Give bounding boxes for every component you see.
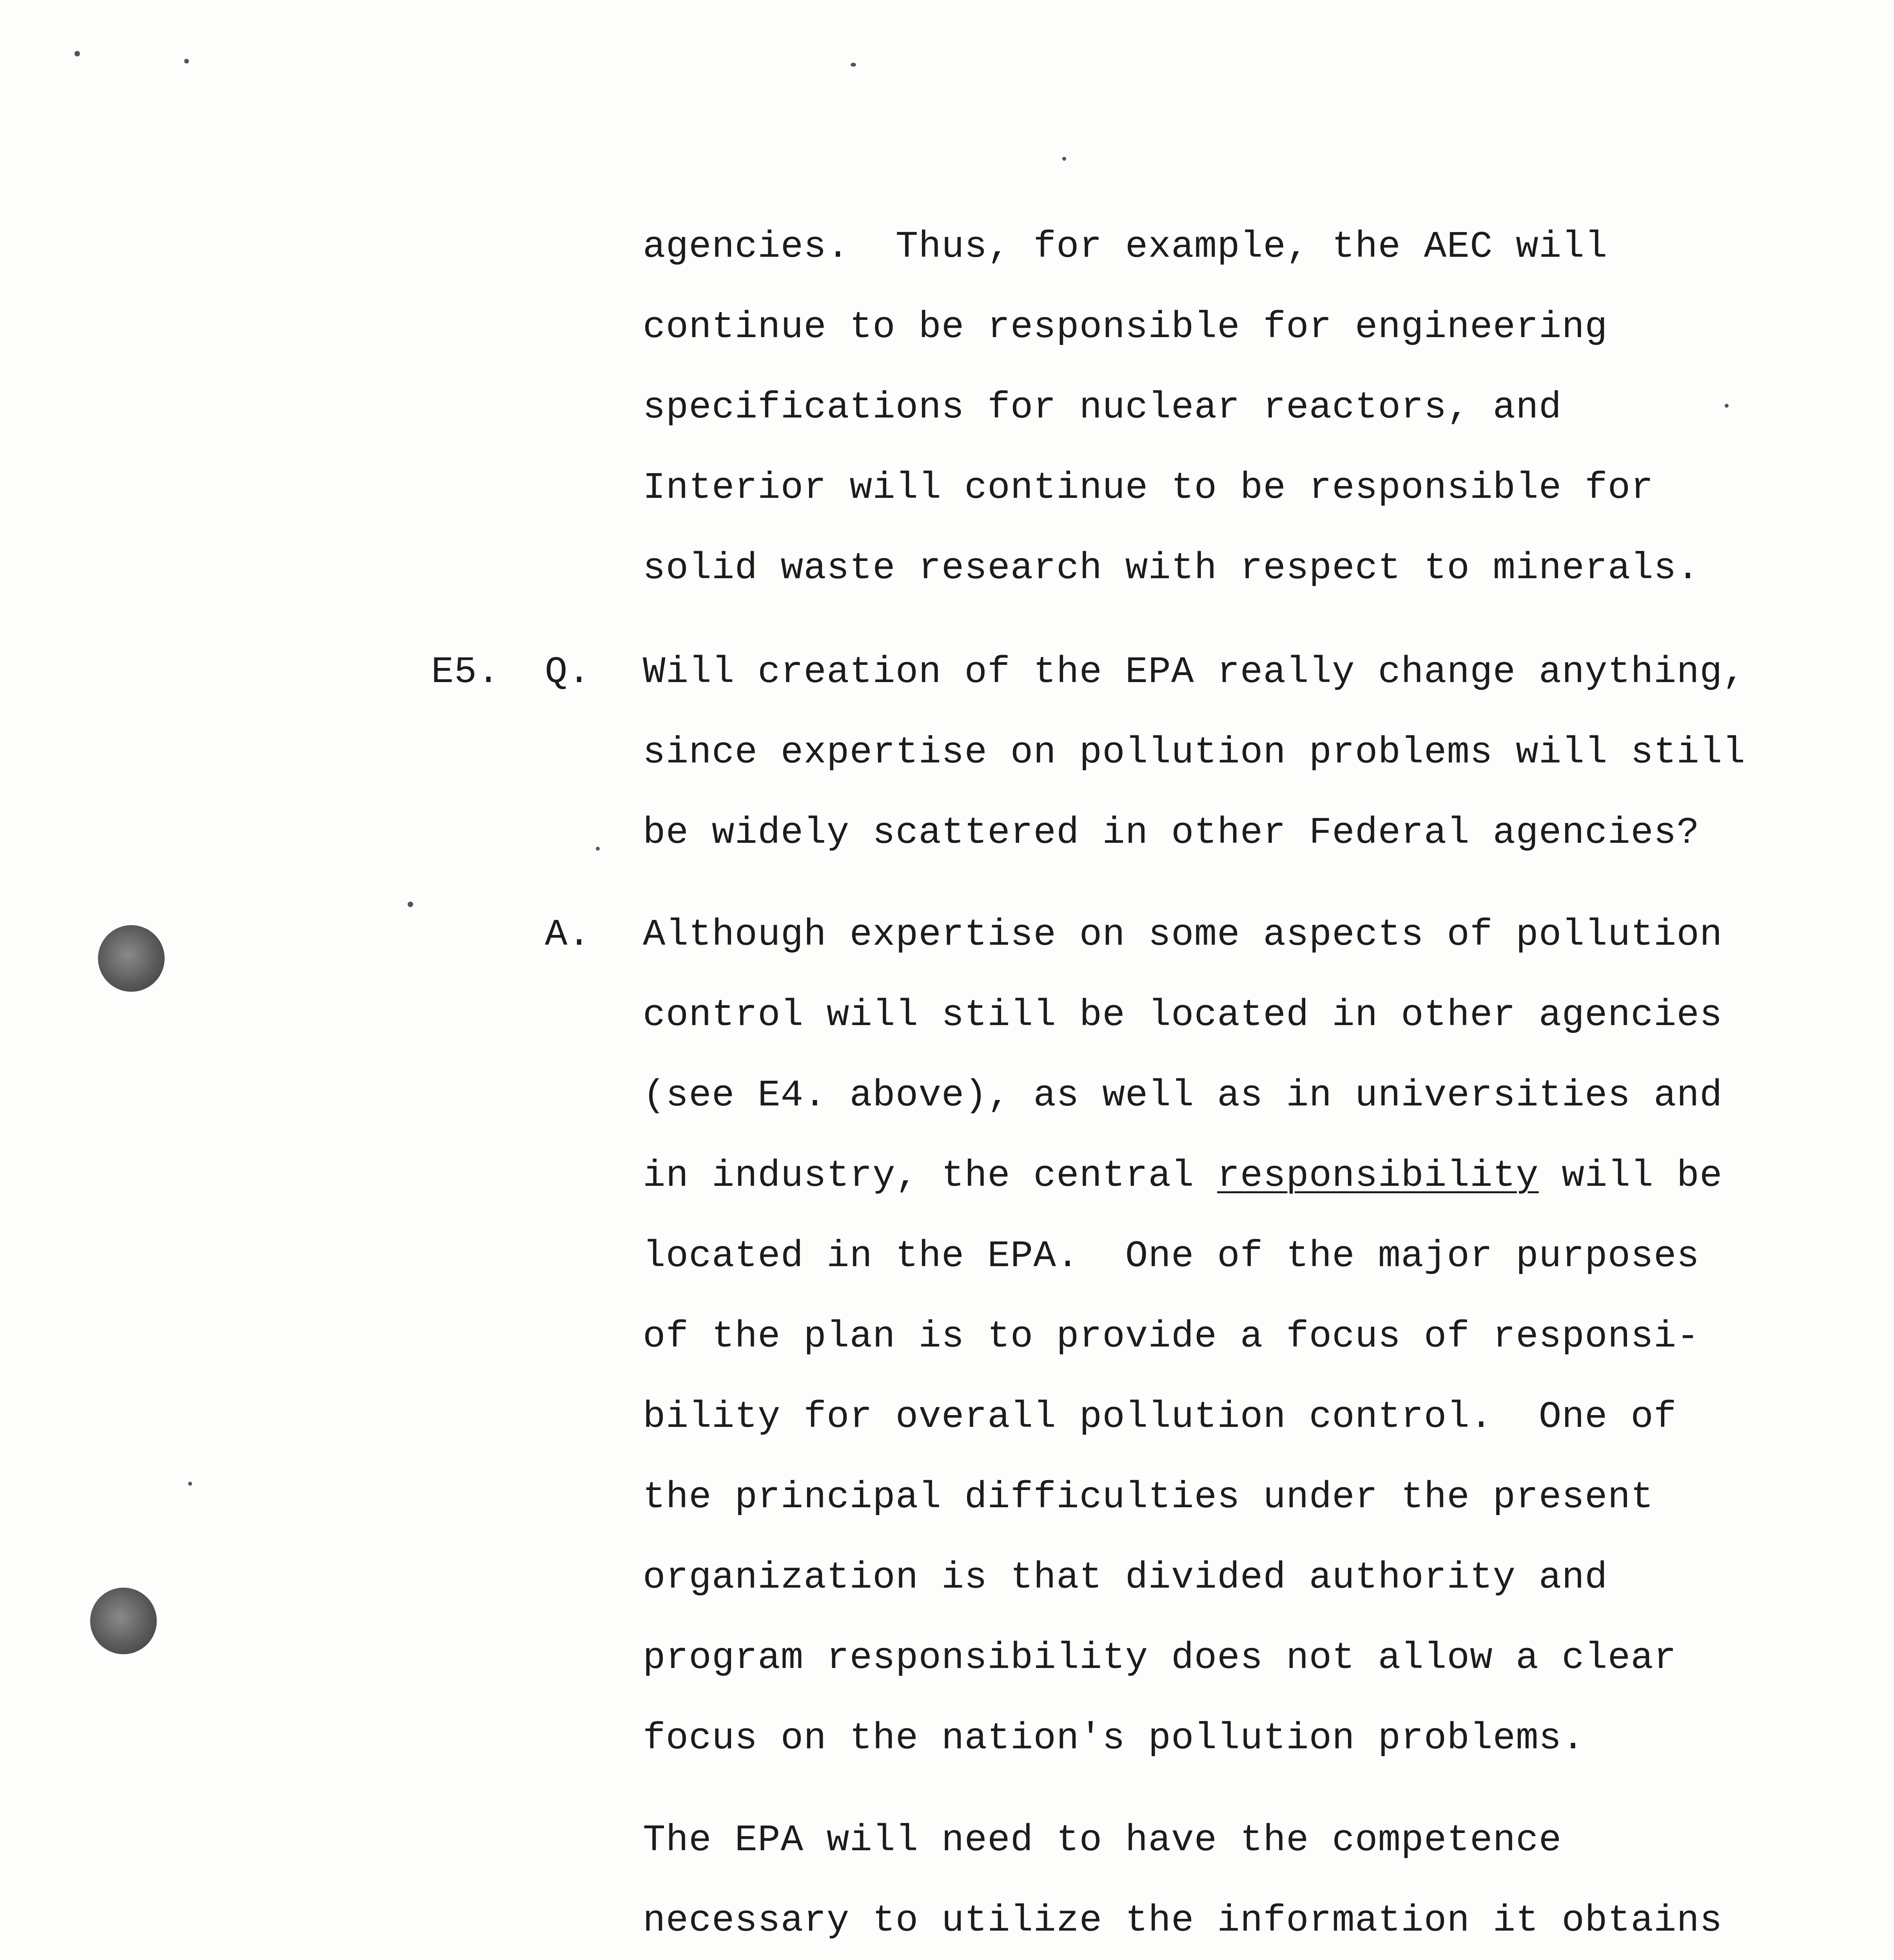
text-line: control will still be located in other agencies — [643, 994, 1723, 1036]
scan-speck — [851, 63, 856, 67]
scan-speck — [184, 59, 189, 64]
text-segment: will be — [1538, 1154, 1723, 1197]
scan-speck — [74, 51, 80, 56]
text-line: program responsibility does not allow a clear — [643, 1637, 1677, 1679]
text-line: agencies. Thus, for example, the AEC will — [643, 225, 1608, 268]
scan-speck — [188, 1482, 192, 1486]
answer-marker: A. — [545, 913, 591, 956]
scan-speck — [408, 902, 413, 907]
text-line — [643, 1154, 1723, 1198]
text-line: Will creation of the EPA really change anything, — [643, 651, 1746, 693]
text-line: be widely scattered in other Federal agencies? — [643, 811, 1700, 854]
text-line: The EPA will need to have the competence — [643, 1819, 1562, 1862]
text-line: (see E4. above), as well as in universities and — [643, 1074, 1723, 1117]
text-line: focus on the nation's pollution problems. — [643, 1717, 1585, 1760]
text-segment: in industry, the central — [643, 1154, 1217, 1197]
item-number: E5. — [431, 651, 500, 693]
scan-speck — [596, 847, 600, 851]
text-line: specifications for nuclear reactors, and — [643, 386, 1562, 429]
question-marker: Q. — [545, 651, 591, 693]
punch-hole-top — [98, 925, 165, 992]
text-line: bility for overall pollution control. One of — [643, 1396, 1677, 1438]
text-line: Although expertise on some aspects of pollution — [643, 913, 1723, 956]
scan-speck — [1062, 157, 1066, 161]
text-line: located in the EPA. One of the major purposes — [643, 1235, 1700, 1278]
punch-hole-bottom — [90, 1588, 157, 1654]
text-line: Interior will continue to be responsible for — [643, 466, 1654, 509]
text-line: of the plan is to provide a focus of responsi- — [643, 1315, 1700, 1358]
text-line: necessary to utilize the information it obtains — [643, 1899, 1723, 1942]
underlined-word: responsibility — [1217, 1154, 1539, 1197]
text-line: since expertise on pollution problems will still — [643, 731, 1746, 774]
text-line: solid waste research with respect to minerals. — [643, 547, 1700, 590]
text-line: organization is that divided authority and — [643, 1556, 1608, 1599]
text-line: the principal difficulties under the present — [643, 1476, 1654, 1519]
scan-speck — [1725, 404, 1729, 408]
text-line: continue to be responsible for engineering — [643, 306, 1608, 348]
